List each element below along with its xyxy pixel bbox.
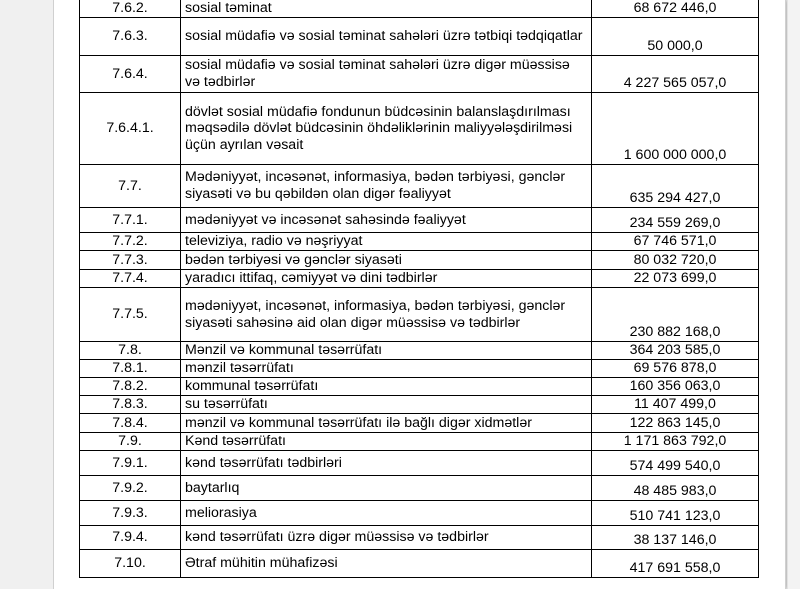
table-row [80, 414, 759, 433]
row-description: mənzil və kommunal təsərrüfatı ilə bağlı digər xidmətlər [181, 414, 592, 433]
row-amount: 80 032 720,0 [592, 251, 759, 270]
row-description: su təsərrüfatı [181, 396, 592, 414]
row-description: mədəniyyət və incəsənət sahəsində fəaliyyət [181, 208, 592, 233]
table-row [80, 0, 759, 18]
table-row [80, 165, 759, 208]
table-row [80, 396, 759, 414]
row-amount: 48 485 983,0 [592, 476, 759, 501]
table-row [80, 476, 759, 501]
row-code: 7.6.4. [80, 56, 181, 93]
row-code: 7.6.2. [80, 0, 181, 18]
budget-table [79, 0, 759, 578]
row-amount: 22 073 699,0 [592, 270, 759, 288]
row-description: Kənd təsərrüfatı [181, 433, 592, 451]
row-code: 7.7.1. [80, 208, 181, 233]
row-code: 7.7. [80, 165, 181, 208]
row-code: 7.9.3. [80, 501, 181, 526]
table-row [80, 550, 759, 578]
row-code: 7.7.5. [80, 288, 181, 342]
row-description: mədəniyyət, incəsənət, informasiya, bədən tərbiyəsi, gənclər siyasəti sahəsinə aid olan digər müəssisə və tədbirlər [181, 288, 592, 342]
row-code: 7.10. [80, 550, 181, 578]
row-amount: 574 499 540,0 [592, 451, 759, 476]
row-description: meliorasiya [181, 501, 592, 526]
row-description: sosial müdafiə və sosial təminat sahələri üzrə tətbiqi tədqiqatlar [181, 18, 592, 56]
row-amount: 635 294 427,0 [592, 165, 759, 208]
table-row [80, 56, 759, 93]
table-row [80, 251, 759, 270]
table-row [80, 378, 759, 396]
row-code: 7.7.4. [80, 270, 181, 288]
row-code: 7.9.1. [80, 451, 181, 476]
row-description: kommunal təsərrüfatı [181, 378, 592, 396]
row-code: 7.6.3. [80, 18, 181, 56]
row-description: dövlət sosial müdafiə fondunun büdcəsinin balanslaşdırılması məqsədilə dövlət büdcəsinin öhdəliklərinin maliyyələşdirilməsi üçün ayrılan vəsait [181, 93, 592, 165]
table-row [80, 93, 759, 165]
row-description: Mədəniyyət, incəsənət, informasiya, bədən tərbiyəsi, gənclər siyasəti və bu qəbildən olan digər fəaliyyət [181, 165, 592, 208]
row-amount: 230 882 168,0 [592, 288, 759, 342]
row-description: Ətraf mühitin mühafizəsi [181, 550, 592, 578]
row-amount: 510 741 123,0 [592, 501, 759, 526]
row-code: 7.9.2. [80, 476, 181, 501]
row-description: mənzil təsərrüfatı [181, 360, 592, 378]
vertical-scrollbar[interactable] [787, 0, 800, 589]
row-amount: 160 356 063,0 [592, 378, 759, 396]
row-description: kənd təsərrüfatı tədbirləri [181, 451, 592, 476]
row-amount: 38 137 146,0 [592, 526, 759, 550]
row-amount: 69 576 878,0 [592, 360, 759, 378]
row-description: bədən tərbiyəsi və gənclər siyasəti [181, 251, 592, 270]
row-description: baytarlıq [181, 476, 592, 501]
row-description: kənd təsərrüfatı üzrə digər müəssisə və tədbirlər [181, 526, 592, 550]
row-amount: 67 746 571,0 [592, 233, 759, 251]
table-row [80, 288, 759, 342]
row-code: 7.8. [80, 342, 181, 360]
row-code: 7.7.2. [80, 233, 181, 251]
row-code: 7.8.4. [80, 414, 181, 433]
table-row [80, 270, 759, 288]
row-code: 7.9. [80, 433, 181, 451]
row-amount: 1 171 863 792,0 [592, 433, 759, 451]
row-description: televiziya, radio və nəşriyyat [181, 233, 592, 251]
table-row [80, 451, 759, 476]
row-code: 7.8.2. [80, 378, 181, 396]
row-amount: 1 600 000 000,0 [592, 93, 759, 165]
row-description: Mənzil və kommunal təsərrüfatı [181, 342, 592, 360]
row-code: 7.6.4.1. [80, 93, 181, 165]
row-code: 7.8.3. [80, 396, 181, 414]
row-code: 7.9.4. [80, 526, 181, 550]
row-description: yaradıcı ittifaq, cəmiyyət və dini tədbirlər [181, 270, 592, 288]
row-amount: 122 863 145,0 [592, 414, 759, 433]
row-code: 7.8.1. [80, 360, 181, 378]
table-row [80, 501, 759, 526]
row-description: sosial təminat [181, 0, 592, 18]
row-description: sosial müdafiə və sosial təminat sahələri üzrə digər müəssisə və tədbirlər [181, 56, 592, 93]
document-page [54, 0, 785, 589]
table-row [80, 18, 759, 56]
row-amount: 4 227 565 057,0 [592, 56, 759, 93]
row-amount: 50 000,0 [592, 18, 759, 56]
row-amount: 234 559 269,0 [592, 208, 759, 233]
table-row [80, 208, 759, 233]
row-amount: 417 691 558,0 [592, 550, 759, 578]
row-code: 7.7.3. [80, 251, 181, 270]
table-row [80, 342, 759, 360]
budget-table-body [80, 0, 759, 578]
table-row [80, 233, 759, 251]
table-row [80, 526, 759, 550]
row-amount: 68 672 446,0 [592, 0, 759, 18]
table-row [80, 433, 759, 451]
row-amount: 11 407 499,0 [592, 396, 759, 414]
row-amount: 364 203 585,0 [592, 342, 759, 360]
table-row [80, 360, 759, 378]
